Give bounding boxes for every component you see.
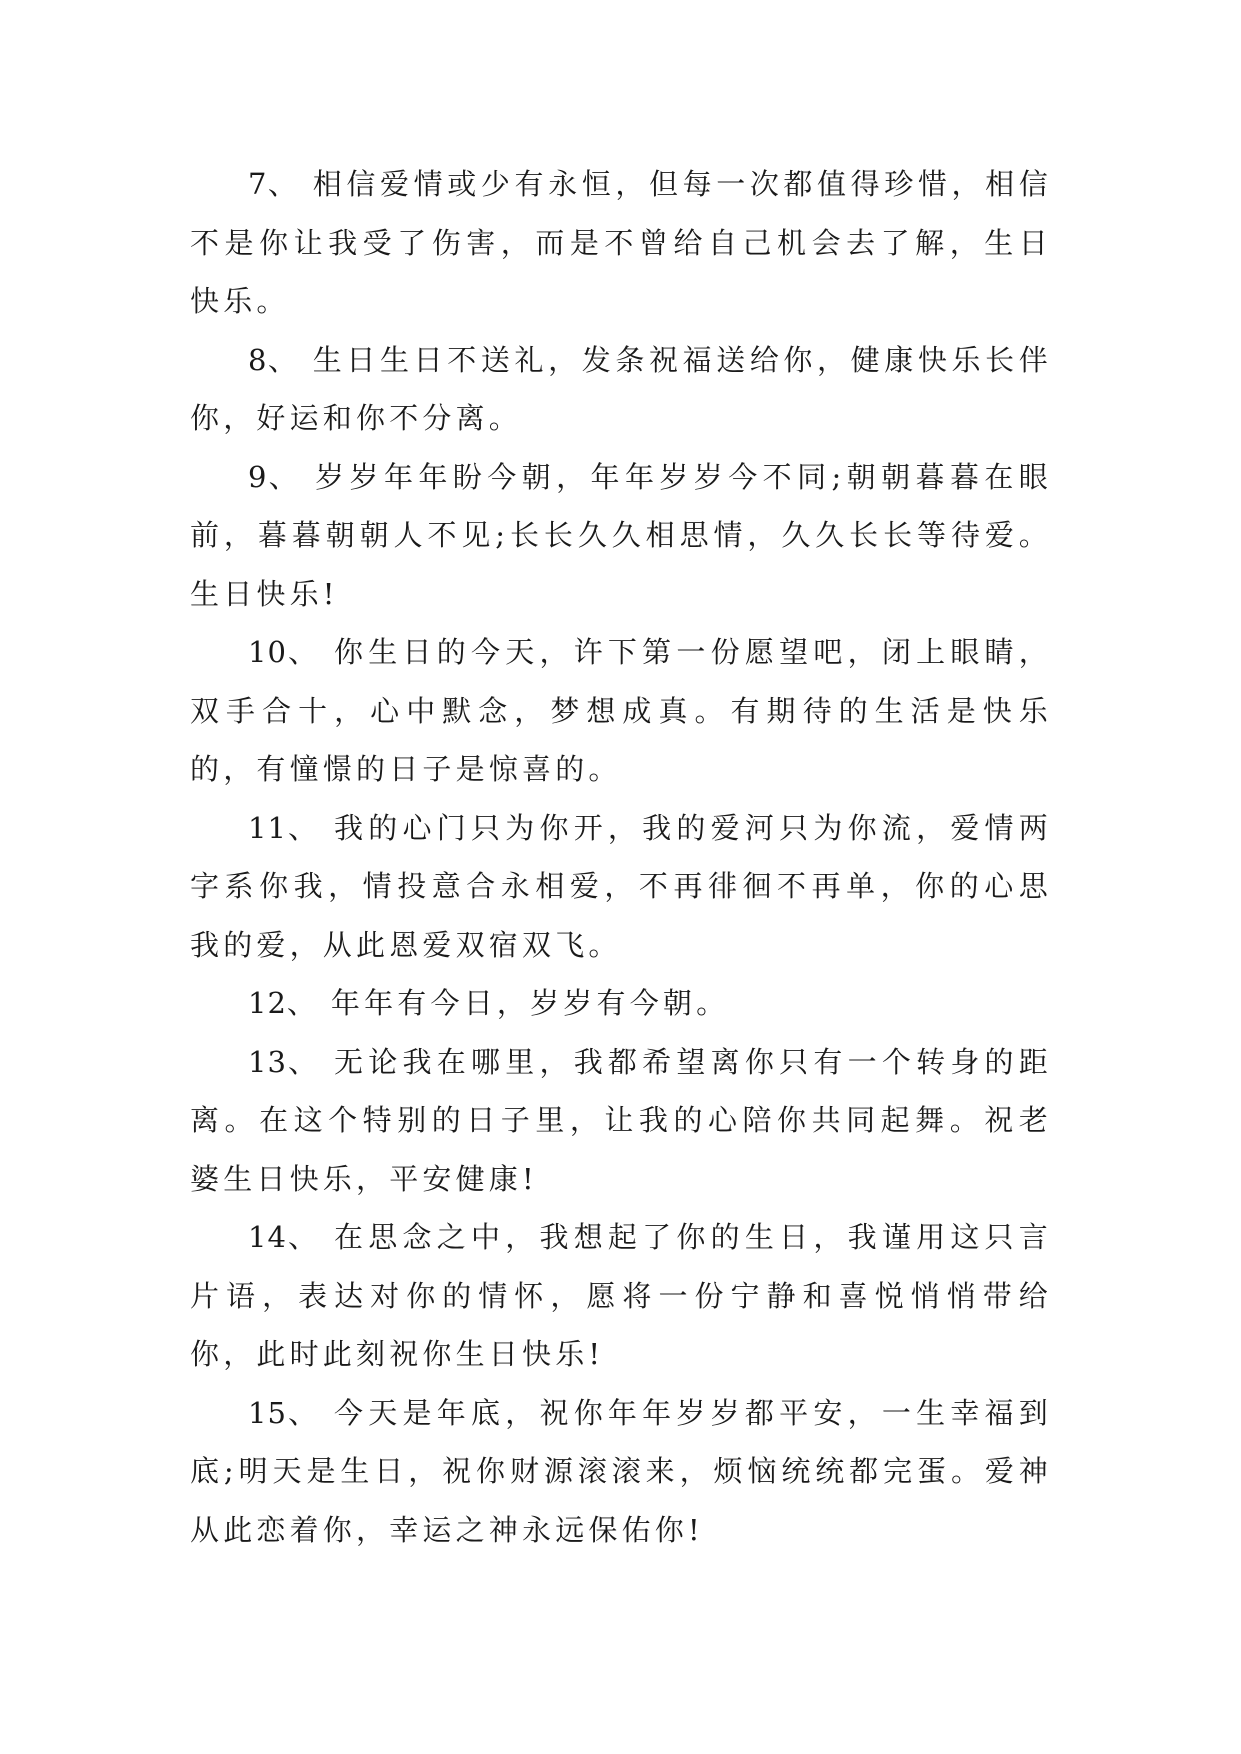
paragraph-10 [190, 623, 1052, 799]
paragraph-14 [190, 1208, 1052, 1384]
paragraph-text: 今天是年底，祝你年年岁岁都平安，一生幸福到底;明天是生日，祝你财源滚滚来，烦恼统统都完蛋。爱神从此恋着你，幸运之神永远保佑你! [190, 1395, 1052, 1547]
paragraph-13 [190, 1033, 1052, 1209]
paragraph-number: 13、 [248, 1044, 319, 1079]
paragraph-9 [190, 448, 1052, 624]
paragraph-12 [190, 974, 1052, 1033]
paragraph-15 [190, 1384, 1052, 1560]
paragraph-7 [190, 155, 1052, 331]
paragraph-number: 11、 [248, 810, 319, 845]
paragraph-text: 无论我在哪里，我都希望离你只有一个转身的距离。在这个特别的日子里，让我的心陪你共同起舞。祝老婆生日快乐，平安健康! [190, 1044, 1052, 1196]
paragraph-text: 我的心门只为你开，我的爱河只为你流，爱情两字系你我，情投意合永相爱，不再徘徊不再单，你的心思我的爱，从此恩爱双宿双飞。 [190, 810, 1052, 962]
paragraph-number: 12、 [248, 986, 317, 1020]
paragraph-text: 相信爱情或少有永恒，但每一次都值得珍惜，相信不是你让我受了伤害，而是不曾给自己机会去了解，生日快乐。 [190, 167, 1052, 318]
paragraph-text: 岁岁年年盼今朝，年年岁岁今不同;朝朝暮暮在眼前，暮暮朝朝人不见;长长久久相思情，久久长长等待爱。生日快乐! [190, 459, 1053, 611]
paragraph-number: 8、 [248, 342, 299, 377]
paragraph-text: 在思念之中，我想起了你的生日，我谨用这只言片语，表达对你的情怀，愿将一份宁静和喜悦悄悄带给你，此时此刻祝你生日快乐! [190, 1220, 1052, 1371]
paragraph-11 [190, 799, 1052, 975]
paragraph-number: 15、 [248, 1395, 319, 1430]
paragraph-number: 14、 [248, 1220, 319, 1254]
paragraph-8 [190, 331, 1052, 448]
paragraph-text: 你生日的今天，许下第一份愿望吧，闭上眼睛，双手合十，心中默念，梦想成真。有期待的生活是快乐的，有憧憬的日子是惊喜的。 [190, 635, 1052, 786]
paragraph-number: 7、 [248, 167, 299, 201]
document-body [190, 155, 1052, 1559]
paragraph-number: 10、 [248, 635, 319, 669]
paragraph-text: 生日生日不送礼，发条祝福送给你，健康快乐长伴你，好运和你不分离。 [190, 342, 1052, 435]
paragraph-text: 年年有今日，岁岁有今朝。 [330, 986, 730, 1020]
paragraph-number: 9、 [248, 459, 300, 494]
